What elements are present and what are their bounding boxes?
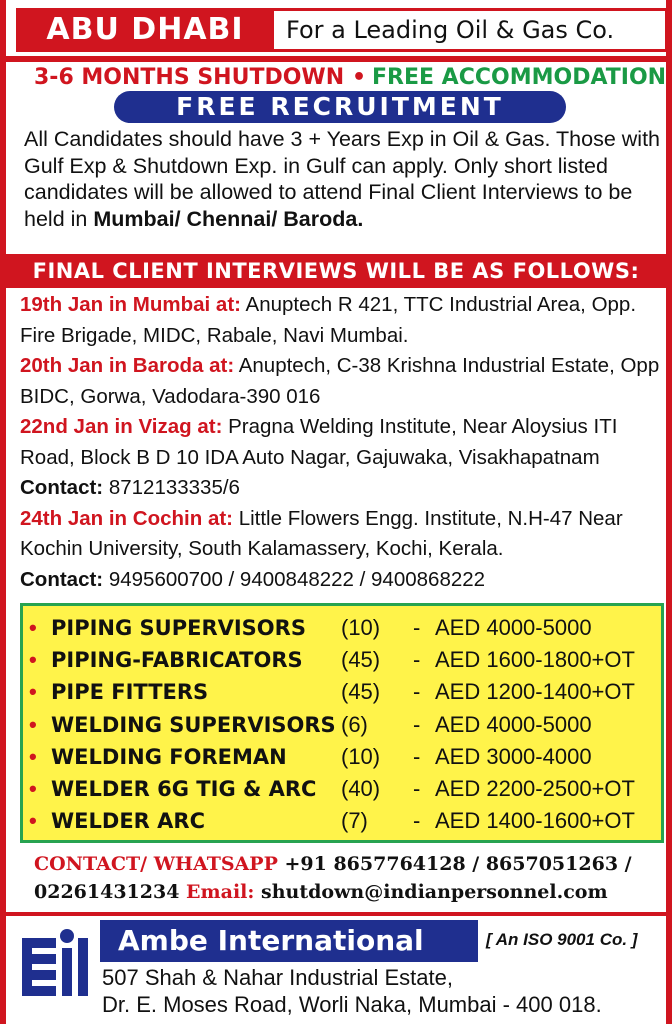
address-line-1: 507 Shah & Nahar Industrial Estate, (102, 965, 453, 990)
bullet-icon: • (29, 615, 37, 640)
job-title: PIPING-FABRICATORS (51, 648, 303, 673)
job-count: (6) (341, 711, 368, 737)
contact-line-2 (34, 878, 664, 906)
whatsapp-label: CONTACT/ WHATSAPP (34, 853, 278, 875)
job-row (29, 709, 661, 741)
interview-cities: Mumbai/ Chennai/ Baroda (93, 206, 358, 231)
job-salary: AED 1200-1400+OT (435, 679, 635, 705)
company-address (102, 964, 668, 1018)
interview-lead: 20th Jan in Baroda at: (20, 354, 235, 377)
accommodation-text: FREE ACCOMMODATION (372, 65, 667, 90)
job-dash: - (413, 679, 421, 705)
interview-lead: 22nd Jan in Vizag at: (20, 415, 223, 438)
job-row (29, 676, 661, 708)
job-dash: - (413, 615, 421, 640)
job-count: (45) (341, 679, 381, 705)
bullet-icon: • (29, 775, 37, 801)
job-count: (10) (341, 615, 381, 640)
job-salary: AED 4000-5000 (435, 711, 592, 737)
intro-text: All Candidates should have 3 + Years Exp in Oil & Gas. Those with Gulf Exp & Shutdown Exp. in Gulf can apply. Only short listed candidates will be allowed to attend Final Client Interviews to be held in (24, 127, 661, 231)
interview-address: Pragna Welding Institute, Near Aloysius ITI Road, Block B D 10 IDA Auto Nagar, Gajuwaka, Visakhapatnam (20, 415, 618, 469)
email-address: shutdown@indianpersonnel.com (254, 881, 608, 903)
job-list (20, 603, 664, 843)
separator-dot: • (352, 65, 367, 90)
interview-address: Anuptech, C-38 Krishna Industrial Estate, Opp BIDC, Gorwa, Vadodara-390 016 (20, 354, 660, 408)
contact-label: Contact: (20, 567, 104, 591)
email-label: Email: (179, 881, 255, 903)
job-title: WELDING SUPERVISORS (51, 712, 336, 737)
contact-phone-2: 02261431234 (34, 881, 180, 903)
job-title: PIPE FITTERS (51, 680, 209, 705)
intro-end: . (357, 206, 364, 231)
job-row (29, 773, 661, 805)
job-row (29, 805, 661, 837)
job-dash: - (413, 743, 421, 769)
interview-schedule (20, 290, 666, 595)
contact-label: Contact: (20, 476, 104, 499)
contact-phones: +91 8657764128 / 8657051263 / (277, 853, 632, 875)
intro-paragraph (24, 126, 664, 232)
job-salary: AED 1600-1800+OT (435, 647, 635, 673)
ambe-logo-icon (18, 924, 94, 1004)
contact-block (34, 850, 664, 906)
city-banner: ABU DHABI (16, 8, 274, 52)
job-title: WELDING FOREMAN (51, 744, 287, 769)
address-line-2: Dr. E. Moses Road, Worli Naka, Mumbai - 400 018. (102, 992, 602, 1017)
job-count: (10) (341, 743, 381, 769)
job-salary: AED 3000-4000 (435, 743, 592, 769)
interview-cochin (20, 504, 666, 565)
company-name: Ambe International (100, 920, 478, 962)
contact-vizag (20, 473, 666, 504)
job-salary: AED 2200-2500+OT (435, 775, 635, 801)
job-salary: AED 4000-5000 (435, 615, 592, 640)
interview-baroda (20, 351, 666, 412)
interview-lead: 24th Jan in Cochin at: (20, 506, 233, 530)
job-title: PIPING SUPERVISORS (51, 616, 306, 640)
client-box: For a Leading Oil & Gas Co. (274, 8, 668, 52)
free-recruitment-banner: FREE RECRUITMENT (114, 91, 566, 123)
footer-divider (6, 912, 666, 916)
contact-cochin (20, 565, 666, 596)
job-dash: - (413, 711, 421, 737)
interview-vizag (20, 412, 666, 473)
job-row (29, 644, 661, 676)
job-salary: AED 1400-1600+OT (435, 808, 635, 834)
job-row (29, 741, 661, 773)
job-title: WELDER ARC (51, 809, 205, 834)
bullet-icon: • (29, 647, 37, 673)
interview-mumbai (20, 290, 666, 351)
job-dash: - (413, 775, 421, 801)
job-count: (40) (341, 775, 381, 801)
bullet-icon: • (29, 743, 37, 769)
contact-number: 8712133335/6 (103, 476, 240, 499)
iso-badge: [ An ISO 9001 Co. ] (486, 930, 638, 949)
bullet-icon: • (29, 711, 37, 737)
job-dash: - (413, 647, 421, 673)
shutdown-text: 3-6 MONTHS SHUTDOWN (34, 65, 345, 90)
interviews-heading: FINAL CLIENT INTERVIEWS WILL BE AS FOLLOWS: (6, 254, 666, 288)
interview-address: Little Flowers Engg. Institute, N.H-47 Near Kochin University, South Kalamassery, Kochi, Kerala. (20, 506, 623, 560)
bullet-icon: • (29, 679, 37, 705)
header-row (6, 0, 666, 55)
job-title: WELDER 6G TIG & ARC (51, 776, 317, 801)
job-row (29, 612, 661, 644)
job-count: (45) (341, 647, 381, 673)
contact-line-1 (34, 850, 664, 878)
interview-lead: 19th Jan in Mumbai at: (20, 293, 241, 316)
bullet-icon: • (29, 808, 37, 834)
job-count: (7) (341, 808, 368, 834)
contact-number: 9495600700 / 9400848222 / 9400868222 (103, 567, 486, 591)
job-dash: - (413, 808, 421, 834)
interview-address: Anuptech R 421, TTC Industrial Area, Opp. Fire Brigade, MIDC, Rabale, Navi Mumbai. (20, 293, 637, 347)
